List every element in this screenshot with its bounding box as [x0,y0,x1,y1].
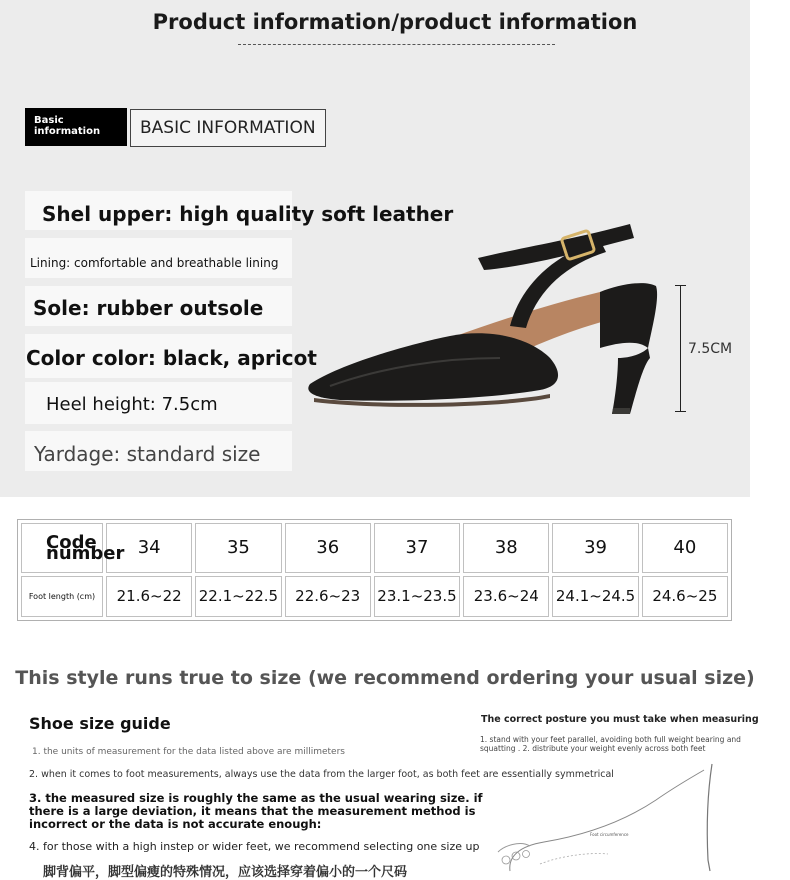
info-heel-height: Heel height: 7.5cm [25,382,292,424]
foot-measure-illustration [480,760,750,871]
title-underline [238,44,555,45]
posture-text: 1. stand with your feet parallel, avoiding both full weight bearing and squatting . 2. distribute your weight evenly across both feet [480,735,741,753]
basic-info-heading: BASIC INFORMATION [130,109,326,147]
length-cell: 23.1~23.5 [374,576,460,617]
size-cell: 34 [106,523,192,573]
size-cell: 35 [195,523,281,573]
info-upper: Shel upper: high quality soft leather [25,191,292,230]
guide-item-chinese: 脚背偏平，脚型偏瘦的特殊情况，应该选择穿着偏小的一个尺码 [43,865,408,880]
size-cell: 40 [642,523,728,573]
length-cell: 24.6~25 [642,576,728,617]
guide-item: 2. when it comes to foot measurements, always use the data from the larger foot, as both feet are essentially symmetrical [29,769,614,780]
page-title: Product information/product information [152,10,638,34]
heel-height-tick-top [675,285,686,286]
guide-item: 3. the measured size is roughly the same as the usual wearing size. if there is a large deviation, it means that the measurement method is incorrect or the data is not accurate enough: [29,791,483,831]
size-code-row [21,523,728,573]
code-number-header: Code number [21,523,103,573]
guide-item: 1. the units of measurement for the data listed above are millimeters [32,747,345,757]
guide-item: 4. for those with a high instep or wider feet, we recommend selecting one size up [29,840,480,853]
foot-circumference-label: Foot circumference [590,832,629,837]
foot-length-row [21,576,728,617]
length-cell: 22.6~23 [285,576,371,617]
size-cell: 37 [374,523,460,573]
length-cell: 23.6~24 [463,576,549,617]
size-cell: 38 [463,523,549,573]
size-cell: 39 [552,523,638,573]
posture-title: The correct posture you must take when measuring [481,714,759,725]
length-cell: 21.6~22 [106,576,192,617]
length-cell: 22.1~22.5 [195,576,281,617]
info-color: Color color: black, apricot [25,334,292,378]
info-yardage: Yardage: standard size [25,431,292,471]
size-cell: 36 [285,523,371,573]
length-cell: 24.1~24.5 [552,576,638,617]
size-chart-table [17,519,732,621]
info-sole: Sole: rubber outsole [25,286,292,326]
fit-note: This style runs true to size (we recommend ordering your usual size) [15,667,755,689]
heel-height-line [680,285,681,411]
size-guide-title: Shoe size guide [29,714,171,733]
heel-height-tick-bottom [675,411,686,412]
shoe-product-image [300,208,670,418]
basic-info-tag: Basic information [25,108,127,146]
info-lining: Lining: comfortable and breathable lining [25,238,292,278]
heel-height-label: 7.5CM [688,341,733,357]
foot-length-header: Foot length (cm) [21,576,103,617]
